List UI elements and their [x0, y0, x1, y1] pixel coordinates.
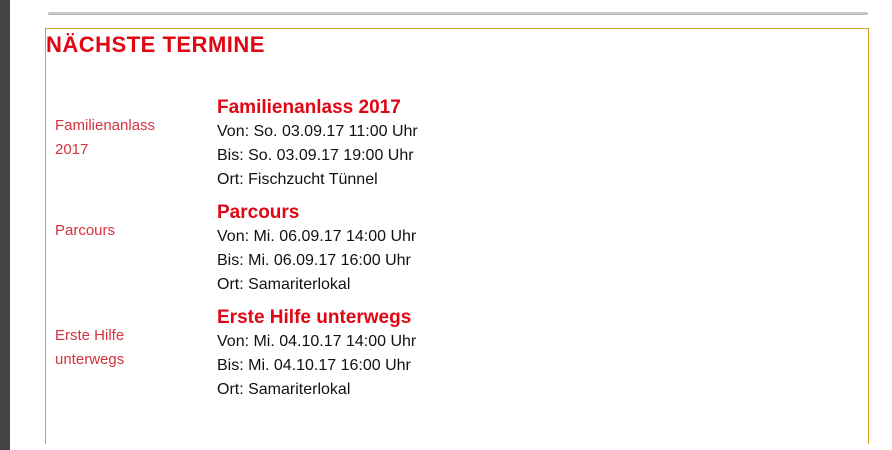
event-details [217, 306, 416, 402]
event-start-line: Von: Mi. 06.09.17 14:00 Uhr [217, 228, 417, 245]
top-divider-line [48, 12, 868, 15]
event-details [217, 96, 418, 192]
event-location-line: Ort: Fischzucht Tünnel [217, 171, 378, 188]
event-details [217, 201, 416, 297]
event-location-line: Ort: Samariterlokal [217, 276, 351, 293]
event-heading: Erste Hilfe unterwegs [217, 307, 412, 328]
event-start-line: Von: Mi. 04.10.17 14:00 Uhr [217, 333, 417, 350]
event-heading: Familienanlass 2017 [217, 97, 401, 118]
event-row [46, 306, 868, 402]
event-nav-link[interactable]: Parcours [55, 222, 116, 239]
event-end-line: Bis: Mi. 06.09.17 16:00 Uhr [217, 252, 411, 269]
event-end-line: Bis: So. 03.09.17 19:00 Uhr [217, 147, 414, 164]
event-nav-link[interactable]: Erste Hilfe unterwegs [55, 327, 125, 368]
panel-title: NÄCHSTE TERMINE [46, 32, 265, 57]
event-nav-link[interactable]: Familienanlass 2017 [55, 117, 156, 158]
event-location-line: Ort: Samariterlokal [217, 381, 351, 398]
event-row [46, 96, 868, 192]
event-end-line: Bis: Mi. 04.10.17 16:00 Uhr [217, 357, 411, 374]
event-heading: Parcours [217, 202, 300, 223]
event-start-line: Von: So. 03.09.17 11:00 Uhr [217, 123, 418, 140]
upcoming-events-panel [45, 28, 869, 444]
left-edge-strip [0, 0, 10, 450]
events-list [46, 96, 868, 402]
event-row [46, 201, 868, 297]
